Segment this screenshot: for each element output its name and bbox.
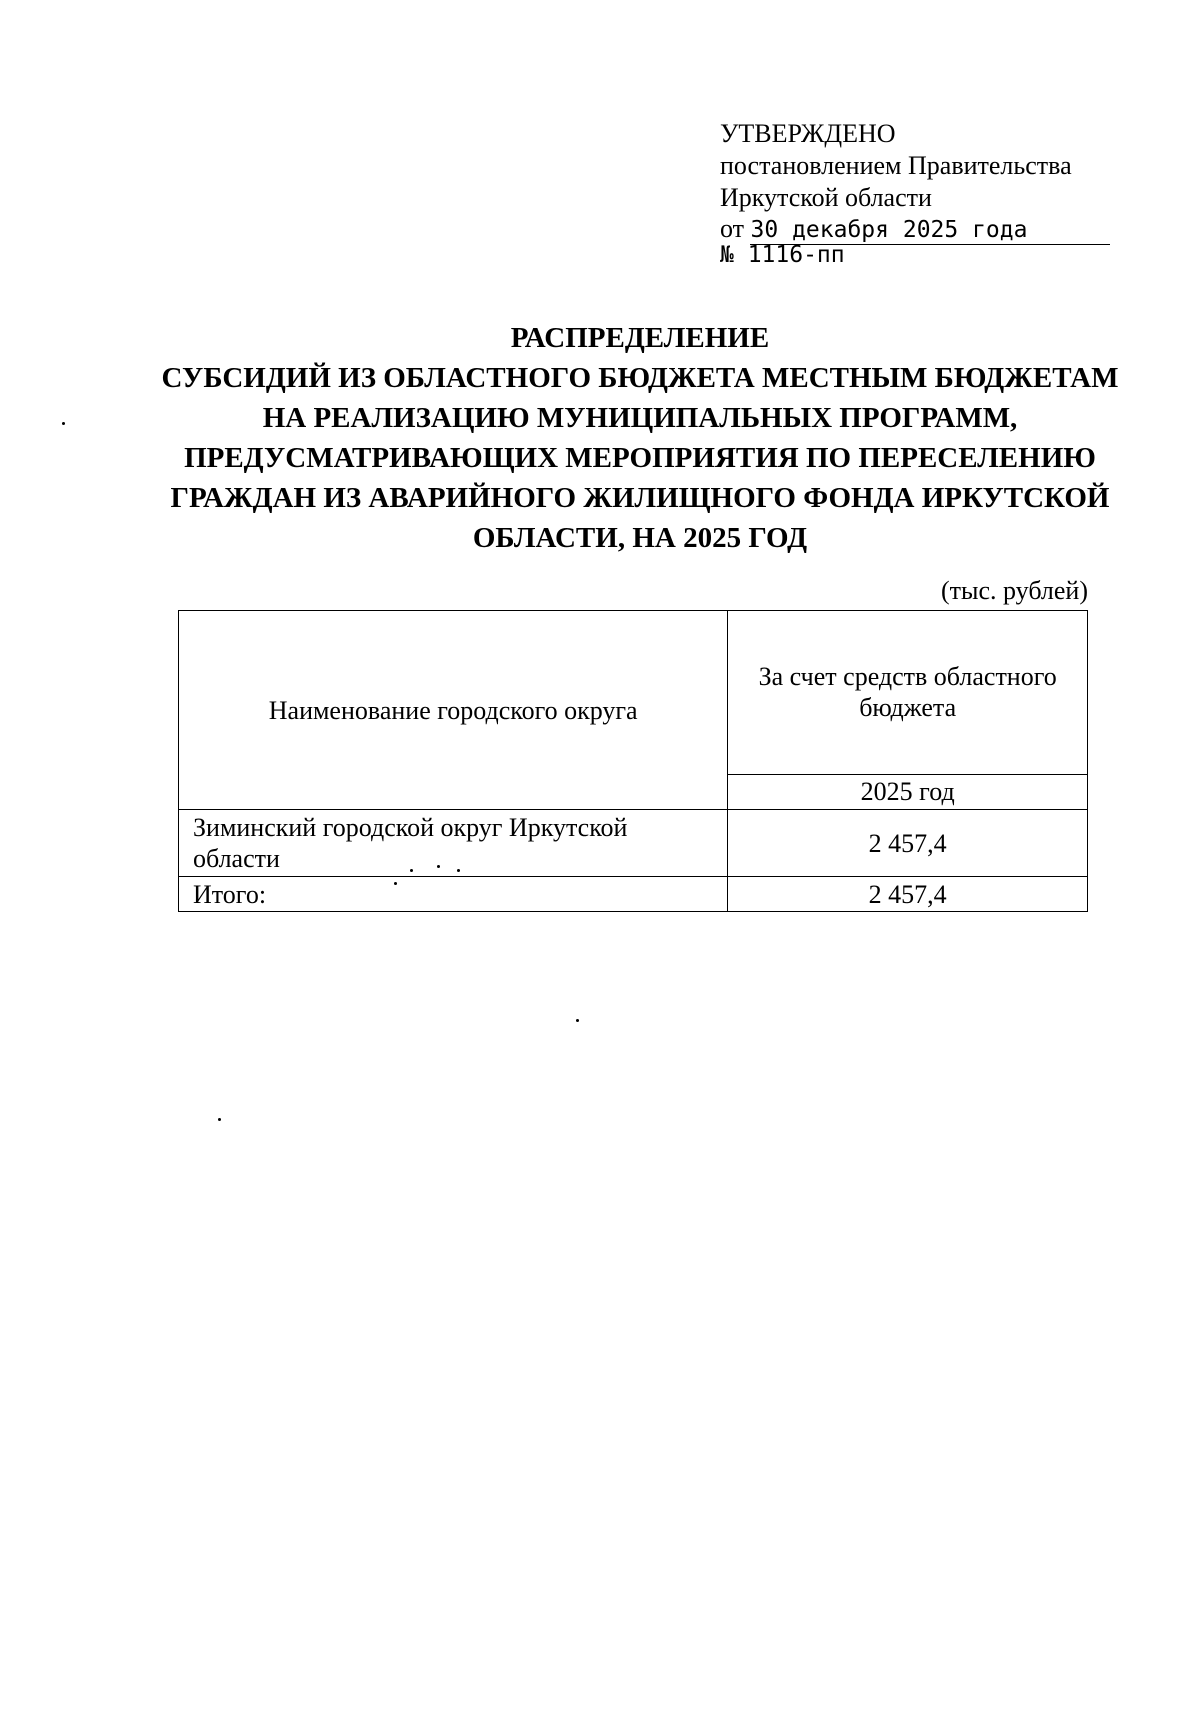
scan-speck [576, 1019, 579, 1022]
header-district-name: Наименование городского округа [179, 611, 728, 810]
title-line: ПРЕДУСМАТРИВАЮЩИХ МЕРОПРИЯТИЯ ПО ПЕРЕСЕЛЕНИЮ [184, 442, 1096, 474]
subsidy-table [178, 610, 1088, 912]
table-row [179, 810, 1088, 877]
decree-date: 30 декабря 2025 года [750, 217, 1028, 243]
scan-speck [62, 422, 65, 425]
table-total-row [179, 877, 1088, 912]
total-label-cell: Итого: [179, 877, 728, 912]
approved-label: УТВЕРЖДЕНО [720, 119, 896, 148]
title-line: НА РЕАЛИЗАЦИЮ МУНИЦИПАЛЬНЫХ ПРОГРАММ, [262, 402, 1018, 434]
scan-speck [218, 1118, 221, 1121]
document-title [150, 318, 1130, 558]
decree-number: № 1116-пп [720, 242, 845, 268]
scan-speck [457, 869, 460, 872]
title-line: РАСПРЕДЕЛЕНИЕ [510, 322, 770, 354]
title-line: ОБЛАСТИ, НА 2025 ГОД [472, 522, 808, 554]
scan-speck [394, 882, 397, 885]
table-header-row [179, 611, 1088, 775]
decree-line: постановлением Правительства [720, 151, 1072, 180]
date-prefix: от [720, 214, 745, 243]
approval-block [720, 118, 1120, 270]
scan-speck [437, 865, 440, 868]
district-name-cell: Зиминский городской округ Иркутской области [179, 810, 728, 877]
header-regional-funds: За счет средств областного бюджета [728, 611, 1088, 775]
title-line: СУБСИДИЙ ИЗ ОБЛАСТНОГО БЮДЖЕТА МЕСТНЫМ БЮДЖЕТАМ [161, 362, 1119, 394]
title-line: ГРАЖДАН ИЗ АВАРИЙНОГО ЖИЛИЩНОГО ФОНДА ИРКУТСКОЙ [170, 482, 1110, 514]
date-underline [750, 244, 1110, 245]
scan-speck [410, 869, 413, 872]
region-line: Иркутской области [720, 183, 932, 212]
total-value-cell: 2 457,4 [728, 877, 1088, 912]
header-year: 2025 год [728, 774, 1088, 809]
date-line [720, 214, 1120, 244]
district-value-cell: 2 457,4 [728, 810, 1088, 877]
units-label: (тыс. рублей) [940, 576, 1088, 605]
